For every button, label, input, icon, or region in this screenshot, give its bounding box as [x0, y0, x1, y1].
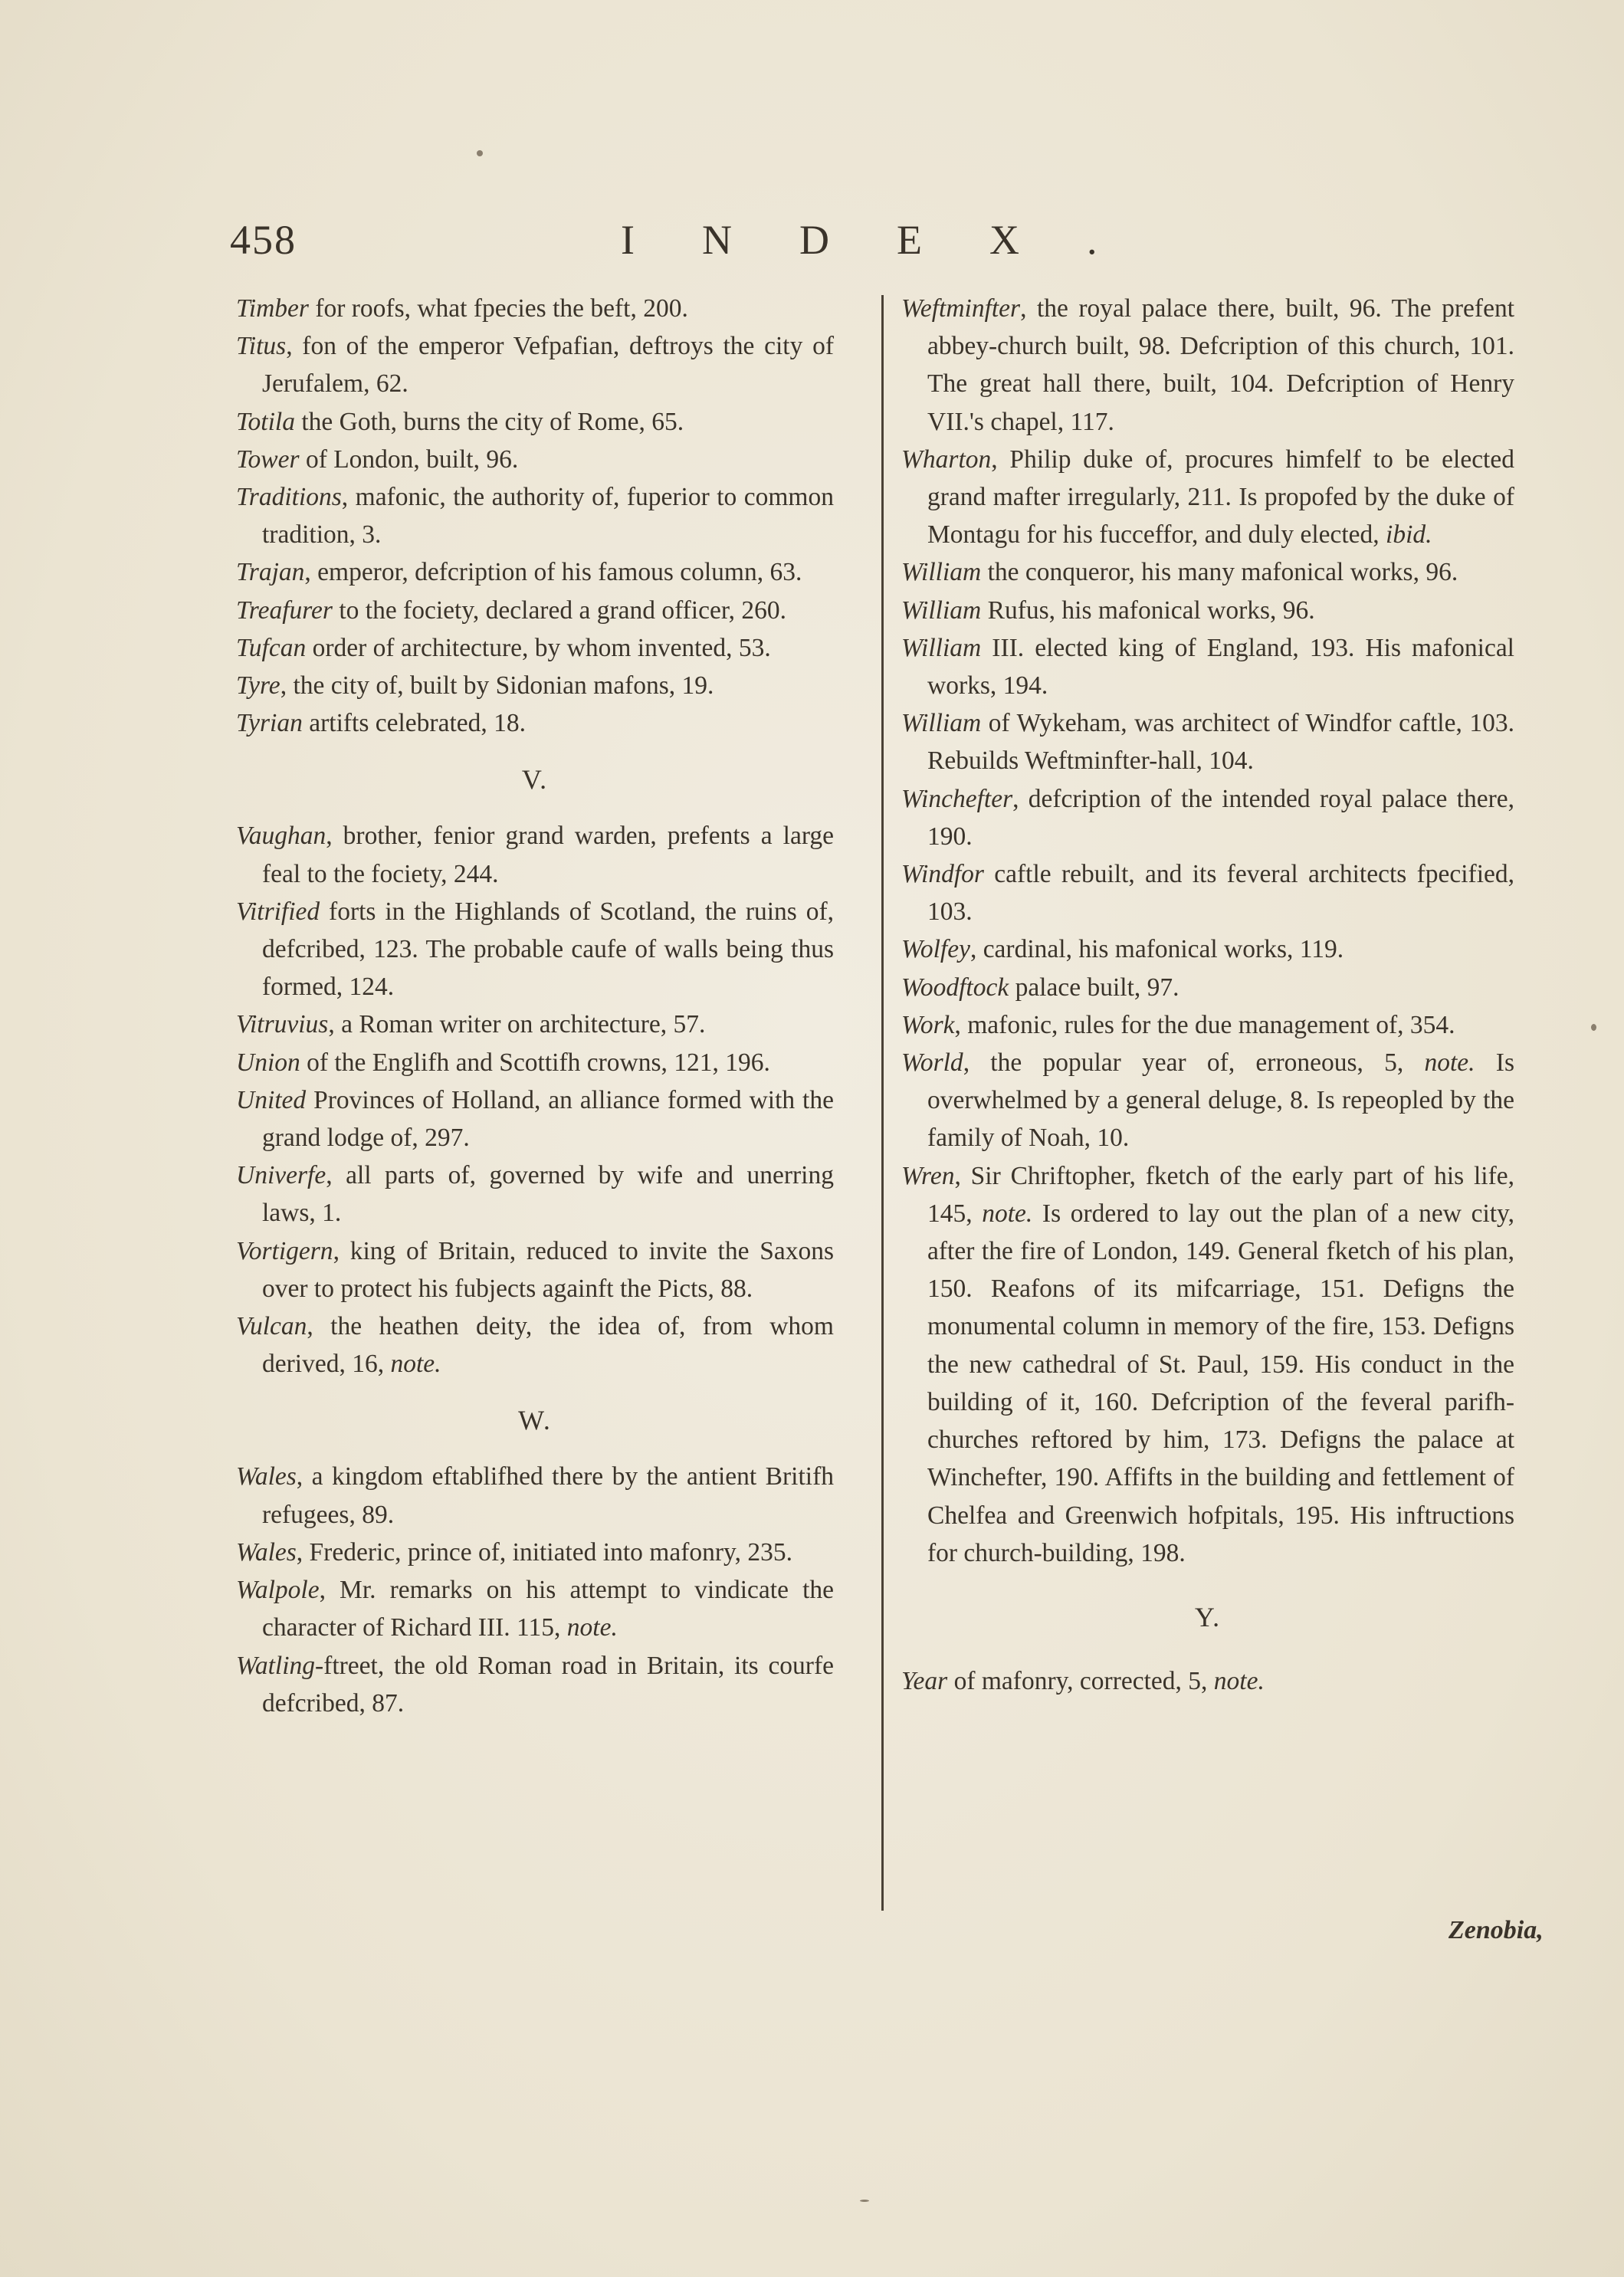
index-entry	[236, 1307, 834, 1383]
entry-text: , defcription of the intended royal palace there, 190.	[927, 784, 1514, 851]
index-headword: William	[901, 558, 982, 587]
index-entry	[236, 478, 834, 553]
right-column	[901, 290, 1514, 1700]
index-entry	[236, 1157, 834, 1232]
index-entry	[236, 629, 834, 667]
entry-text: , emperor, defcription of his famous column, 63.	[304, 558, 802, 587]
section-letter-v: V.	[521, 764, 549, 796]
index-entry	[901, 930, 1514, 968]
index-entry	[236, 1044, 834, 1081]
entry-text: , mafonic, the authority of, fuperior to common tradition, 3.	[262, 483, 834, 550]
entry-text: for roofs, what fpecies the beft, 200.	[308, 294, 688, 323]
page-number: 458	[230, 217, 297, 263]
entry-text: , Sir Chriftopher, fketch of the early part of his life, 145,	[927, 1161, 1514, 1228]
index-entry	[901, 629, 1514, 704]
index-entry	[901, 1662, 1514, 1700]
entry-note: note.	[390, 1350, 441, 1379]
index-entry	[901, 441, 1514, 554]
index-headword: Tufcan	[236, 633, 307, 662]
index-entry	[236, 1232, 834, 1307]
index-headword: Treafurer	[236, 595, 333, 625]
index-entry	[901, 553, 1514, 591]
entry-text: of mafonry, corrected, 5,	[947, 1666, 1214, 1695]
index-headword: Titus	[236, 332, 287, 361]
entry-text: artifts celebrated, 18.	[302, 709, 526, 738]
index-entry	[236, 592, 834, 629]
index-entry	[236, 403, 834, 441]
index-headword: Vaughan	[236, 822, 326, 851]
index-headword: William	[901, 595, 982, 625]
running-title: INDEX.	[621, 217, 1165, 263]
catchword: Zenobia,	[1448, 1916, 1544, 1944]
index-headword: World	[901, 1048, 963, 1078]
entry-text: , Frederic, prince of, initiated into mafonry, 235.	[296, 1537, 792, 1567]
index-headword: Vitruvius	[236, 1010, 329, 1039]
index-entry	[901, 1044, 1514, 1157]
t-section	[236, 290, 834, 742]
column-divider	[881, 295, 884, 1911]
page-header	[230, 216, 1426, 277]
entry-text: to the fociety, declared a grand officer, 260.	[332, 595, 787, 625]
entry-text: , the heathen deity, the idea of, from whom derived, 16,	[262, 1312, 834, 1379]
index-entry	[236, 1458, 834, 1533]
index-headword: Totila	[236, 407, 295, 436]
index-entry	[901, 592, 1514, 629]
index-headword: Year	[901, 1666, 948, 1695]
v-section	[236, 817, 834, 1383]
index-entry	[236, 704, 834, 742]
entry-text: of Wykeham, was architect of Windfor caftle, 103. Rebuilds Weftminfter-hall, 104.	[927, 709, 1514, 776]
entry-text: Is ordered to lay out the plan of a new city, after the fire of London, 149. General fketch of his plan, 150. Reafons of its mifcarriage, 151. Defigns the monumental column in memory of the fire, 153. Defigns the new cathedral of St. Paul, 159. His conduct in the building of it, 160. Defcription of the feveral parifh-churches reftored by him, 173. Defigns the palace at Winchefter, 190. Affifts in the building and fettlement of Chelfea and Greenwich hofpitals, 195. His inftructions for church-building, 198.	[927, 1199, 1515, 1567]
index-headword: Windfor	[901, 860, 984, 889]
index-entry	[901, 290, 1514, 441]
index-headword: Timber	[236, 294, 309, 323]
index-entry	[236, 327, 834, 402]
section-letter-w: W.	[518, 1405, 552, 1436]
index-headword: Traditions	[236, 483, 342, 512]
entry-text: -ftreet, the old Roman road in Britain, its courfe defcribed, 87.	[262, 1651, 834, 1718]
entry-text: , king of Britain, reduced to invite the Saxons over to protect his fubjects againft the Picts, 88.	[262, 1236, 834, 1303]
paper-speck	[860, 2200, 869, 2202]
index-entry	[236, 893, 834, 1006]
entry-text: of the Englifh and Scottifh crowns, 121, 196.	[300, 1048, 770, 1077]
index-entry	[236, 441, 834, 478]
entry-note: note.	[1424, 1048, 1475, 1078]
index-entry	[236, 290, 834, 327]
entry-text: Provinces of Holland, an alliance formed with the grand lodge of, 297.	[262, 1085, 834, 1153]
w-section-continued	[901, 290, 1514, 1572]
entry-text: order of architecture, by whom invented, 53.	[306, 633, 771, 662]
index-entry	[901, 704, 1514, 779]
paper-speck	[477, 150, 483, 156]
entry-note: ibid.	[1386, 520, 1432, 550]
entry-note: note.	[1213, 1666, 1265, 1695]
index-headword: Wolfey	[901, 935, 970, 964]
section-letter-y: Y.	[1194, 1601, 1222, 1632]
index-headword: Wren	[901, 1161, 955, 1190]
index-headword: Wales	[236, 1537, 297, 1567]
index-entry	[236, 817, 834, 892]
entry-text: caftle rebuilt, and its feveral architects fpecified, 103.	[927, 860, 1514, 927]
index-entry	[236, 1081, 834, 1157]
entry-text: the conqueror, his many mafonical works, 96.	[981, 558, 1458, 587]
entry-text: , fon of the emperor Vefpafian, deftroys the city of Jerufalem, 62.	[262, 332, 834, 399]
index-headword: Tyrian	[236, 709, 303, 738]
index-headword: Woodftock	[901, 973, 1009, 1002]
index-headword: Univerfe	[236, 1161, 326, 1190]
index-headword: William	[901, 633, 982, 662]
index-entry	[236, 553, 834, 591]
index-headword: United	[236, 1085, 307, 1114]
index-headword: Walpole	[236, 1576, 320, 1605]
entry-text: , cardinal, his mafonical works, 119.	[969, 935, 1344, 964]
entry-text: forts in the Highlands of Scotland, the ruins of, defcribed, 123. The probable caufe of walls being thus formed, 124.	[262, 897, 834, 1002]
entry-text: , a Roman writer on architecture, 57.	[328, 1010, 706, 1039]
entry-text: Is overwhelmed by a general deluge, 8. Is repeopled by the family of Noah, 10.	[927, 1048, 1514, 1153]
index-headword: Watling	[236, 1651, 316, 1680]
entry-text: , a kingdom eftablifhed there by the antient Britifh refugees, 89.	[262, 1462, 834, 1529]
entry-text: the Goth, burns the city of Rome, 65.	[294, 407, 684, 436]
entry-text: , mafonic, rules for the due management of, 354.	[954, 1010, 1455, 1039]
index-entry	[901, 1157, 1514, 1572]
index-entry	[236, 1006, 834, 1043]
index-headword: William	[901, 709, 982, 738]
index-headword: Vortigern	[236, 1236, 333, 1265]
index-headword: Tower	[236, 445, 300, 474]
index-headword: Work	[901, 1010, 955, 1039]
entry-note: note.	[566, 1613, 618, 1642]
entry-text: , the popular year of, erroneous, 5,	[963, 1048, 1425, 1078]
y-section	[901, 1662, 1514, 1700]
index-headword: Trajan	[236, 558, 305, 587]
left-column	[236, 290, 834, 1722]
index-entry	[901, 969, 1514, 1006]
entry-text: , the city of, built by Sidonian mafons, 19.	[280, 671, 714, 700]
index-headword: Winchefter	[901, 784, 1013, 813]
index-entry	[236, 1534, 834, 1571]
index-entry	[901, 1006, 1514, 1044]
entry-text: III. elected king of England, 193. His mafonical works, 194.	[927, 633, 1514, 700]
index-entry	[901, 855, 1514, 930]
paper-speck	[1591, 1024, 1596, 1031]
w-section	[236, 1458, 834, 1721]
index-entry	[236, 1647, 834, 1722]
entry-text: Rufus, his mafonical works, 96.	[981, 595, 1315, 625]
index-headword: Vulcan	[236, 1312, 307, 1341]
index-headword: Tyre	[236, 671, 281, 700]
index-headword: Union	[236, 1048, 300, 1077]
index-entry	[236, 1571, 834, 1646]
index-entry	[236, 667, 834, 704]
entry-text: , the royal palace there, built, 96. The prefent abbey-church built, 98. Defcription of this church, 101. The great hall there, built, 104. Defcription of Henry VII.'s chapel, 117.	[927, 294, 1514, 436]
entry-text: of London, built, 96.	[299, 445, 519, 474]
index-headword: Weftminfter	[901, 294, 1021, 323]
entry-note: note.	[982, 1199, 1033, 1228]
entry-text: palace built, 97.	[1009, 973, 1179, 1002]
index-headword: Wales	[236, 1462, 297, 1491]
entry-text: , brother, fenior grand warden, prefents a large feal to the fociety, 244.	[262, 822, 834, 888]
entry-text: , Philip duke of, procures himfelf to be elected grand mafter irregularly, 211. Is propofed by the duke of Montagu for his fucceffor, and duly elected,	[927, 445, 1514, 550]
index-headword: Vitrified	[236, 897, 320, 926]
entry-text: , Mr. remarks on his attempt to vindicate the character of Richard III. 115,	[262, 1576, 834, 1642]
index-entry	[901, 780, 1514, 855]
entry-text: , all parts of, governed by wife and unerring laws, 1.	[262, 1161, 834, 1228]
index-headword: Wharton	[901, 445, 992, 474]
